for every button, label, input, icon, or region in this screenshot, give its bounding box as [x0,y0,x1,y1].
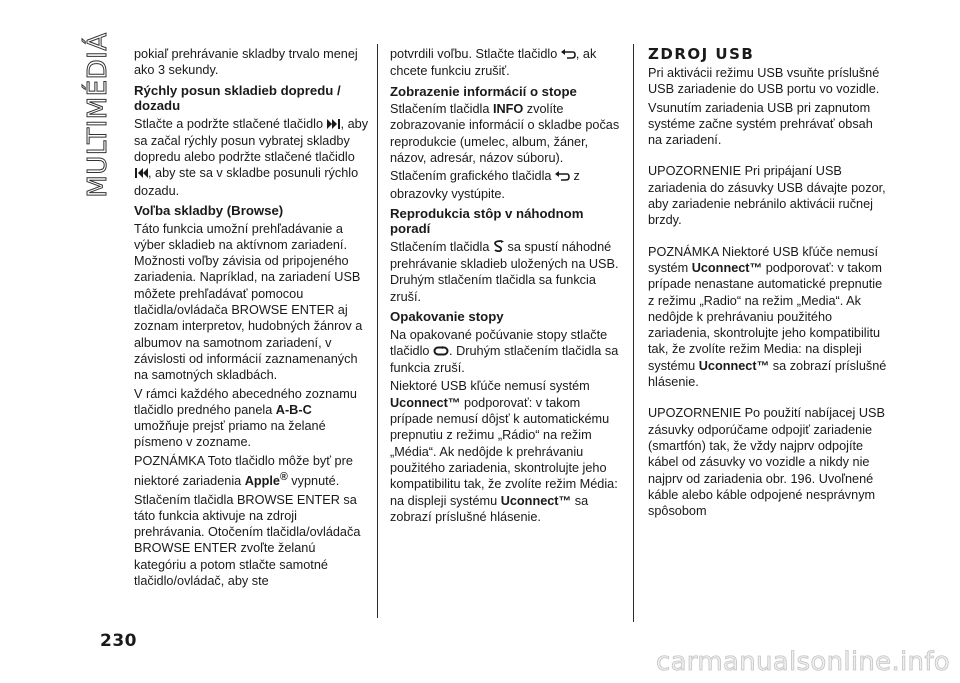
paragraph-random [390,239,626,305]
warning-usb-unplug: UPOZORNENIE Po použití nabíjacej USB zásuvky odporúčame odpojiť zariadenie (smartfón) tak, že vždy najprv odpojíte kábel od zásuvky vo vozidle a nikdy nie najprv od zariadenia obr. 196. Uvoľnené káble alebo káble odpojené nesprávnym spôsobom [648,406,885,519]
warning-usb-brake: UPOZORNENIE Pri pripájaní USB zariadenia do zásuvky USB dávajte pozor, aby zariadenie nebránilo aktivácii ručnej brzdy. [648,164,886,228]
heading-random: Reprodukcia stôp v náhodnom poradí [390,205,584,237]
page-number: 230 [100,631,137,651]
paragraph-info-exit [390,168,626,202]
heading-repeat: Opakovanie stopy [390,309,504,325]
text: Stlačením grafického tlačidla [390,169,556,184]
text: , aby sa začal rýchly posun vybratej skladby dopredu alebo podržte stlačené tlačidlo [134,116,369,165]
text: podporovať: v takom prípade nenastane automatické prepnutie z režimu „Radio“ na režim „Media“. Ak nedôjde k prehrávaniu použitého zariadenia, skontrolujte jeho kompatibilitu tak, že zvolíte režim Media: na displeji systému [648,260,883,373]
text: Niektoré USB kľúče nemusí systém [390,379,590,394]
paragraph-repeat [390,327,626,377]
text: Stlačením tlačidla [390,102,493,117]
uconnect-brand: Uconnect™ [698,358,770,373]
spacer [648,392,888,405]
paragraph-browse-enter: Stlačením tlačidla BROWSE ENTER sa táto funkcia aktivuje na zdroji prehrávania. Otočením tlačidla/ovládača BROWSE ENTER zvoľte želanú kategóriu a potom stlačte samotné tlačidlo/ovládač, aby ste [134,492,361,589]
text: podporovať: v takom prípade nemusí dôjsť k automatickému prepnutiu z režimu „Rádio“ na režim „Média“. Ak nedôjde k prehrávaniu použitého zariadenia, skontrolujte jeho kompatibilitu tak, že zvolíte režim Média: na displeji systému [390,395,618,508]
spacer [648,150,888,163]
text: POZNÁMKA Niektoré USB kľúče nemusí systém [648,244,879,275]
text: umožňuje prejsť priamo na želané písmeno v zozname. [134,419,326,450]
text: potvrdili voľbu. Stlačte tlačidlo [390,47,561,61]
spacer [648,231,888,244]
text: POZNÁMKA Toto tlačidlo môže byť pre niektoré zariadenia [134,453,353,489]
paragraph: pokiaľ prehrávanie skladby trvalo menej ako 3 sekundy. [134,47,358,78]
paragraph-fast-seek [134,116,369,199]
section-side-title-text: MULTIMÉDIÁ [83,32,113,198]
text: sa spustí náhodné prehrávanie skladieb uložených na USB. Druhým stlačením tlačidla sa funkcia zruší. [390,239,619,304]
column-2 [390,46,626,527]
text: vypnuté. [287,474,340,489]
registered-mark: ® [279,471,288,484]
skip-forward-icon [327,117,341,133]
heading-track-info: Zobrazenie informácií o stope [390,83,577,99]
paragraph: Pri aktivácii režimu USB vsuňte príslušné USB zariadenie do USB portu vo vozidle. [648,66,880,97]
paragraph-info [390,101,626,166]
back-arrow-icon [555,169,570,185]
text: , ak chcete funkciu zrušiť. [390,47,597,79]
column-1 [134,46,369,591]
uconnect-brand: Uconnect™ [691,260,763,275]
skip-back-icon [134,166,148,182]
column-3 [648,46,888,521]
text: sa zobrazí príslušné hlásenie. [390,493,589,524]
watermark[interactable]: carmanualsonline.info [655,647,950,677]
note-usb-support [648,244,888,391]
column-divider-2 [633,44,634,622]
note-apple [134,453,369,490]
text: Na opakované počúvanie stopy stlačte tlačidlo [390,327,608,358]
repeat-icon [433,344,449,360]
shuffle-icon [493,240,504,256]
heading-fast-seek: Rýchly posun skladieb dopredu / dozadu [134,82,341,114]
abc-key-label: A-B-C [275,402,312,417]
paragraph-usb-support [390,378,626,525]
paragraph: Vsunutím zariadenia USB pri zapnutom systéme začne systém prehrávať obsah na zariadení. [648,100,873,148]
text: Stlačte a podržte stlačené tlačidlo [134,116,327,131]
back-arrow-icon [561,47,576,63]
text: zvolíte zobrazovanie informácií o skladbe počas reprodukcie (umelec, album, žáner, názov, adresár, názov súboru). [390,102,620,165]
paragraph-confirm [390,46,626,80]
heading-browse: Voľba skladby (Browse) [134,203,284,219]
text: V rámci každého abecedného zoznamu tlačidlo predného panela [134,386,357,417]
text: Stlačením tlačidla [390,239,493,254]
info-key-label: INFO [492,102,524,117]
column-divider-1 [377,44,378,618]
uconnect-brand: Uconnect™ [500,493,572,508]
paragraph-browse: Táto funkcia umožní prehľadávanie a výber skladieb na aktívnom zariadení. Možnosti voľby závisia od pripojeného zariadenia. Napríklad, na zariadení USB môžete prehľadávať pomocou tlačidla/ovládača BROWSE ENTER aj zoznam interpretov, hudobných žánrov a albumov na samotnom zariadení, v závislosti od informácií zaznamenaných na samotných skladbách. [134,221,363,383]
paragraph-abc [134,386,369,451]
text: , aby ste sa v skladbe posunuli rýchlo dozadu. [134,166,359,198]
apple-brand: Apple [244,474,280,489]
heading-usb-source: ZDROJ USB [648,45,755,63]
section-side-title [82,32,114,198]
uconnect-brand: Uconnect™ [390,395,461,410]
text: sa zobrazí príslušné hlásenie. [648,358,887,390]
text: . Druhým stlačením tlačidla sa funkcia zruší. [390,343,619,376]
text: z obrazovky vystúpite. [390,169,580,201]
